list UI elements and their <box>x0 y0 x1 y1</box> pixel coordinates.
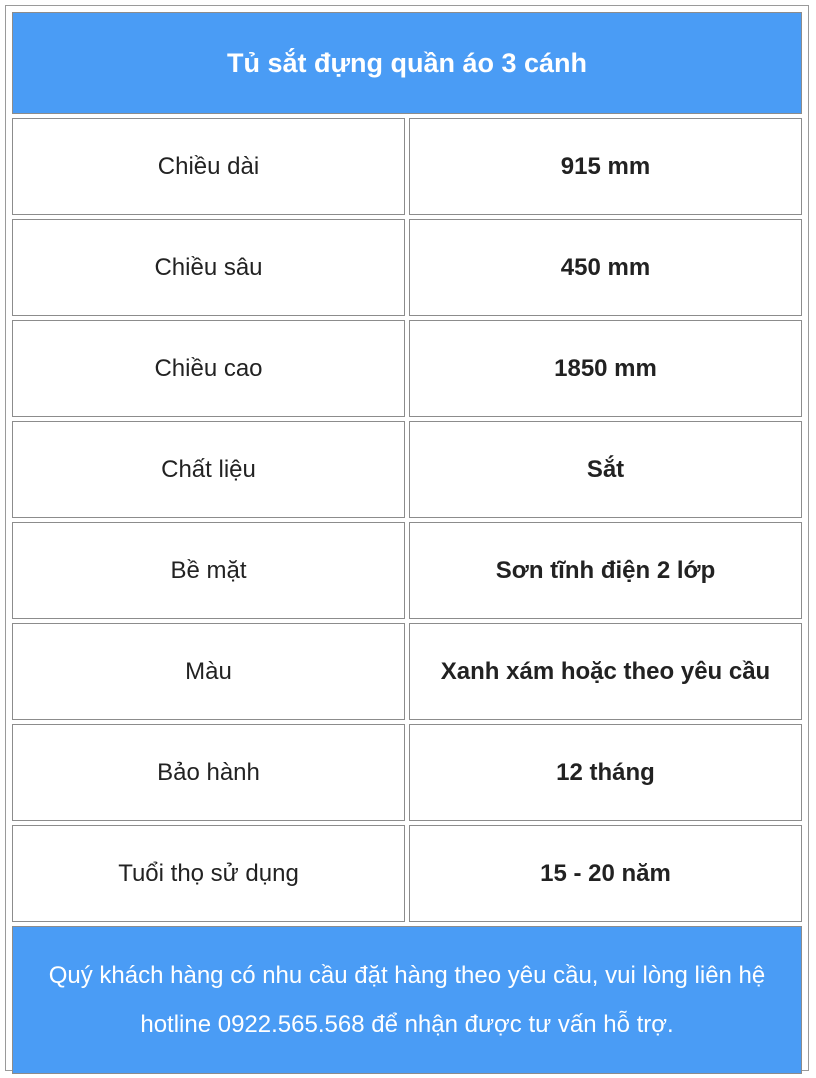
spec-value-lifespan: 15 - 20 năm <box>409 825 802 922</box>
table-row <box>12 825 802 922</box>
spec-value-depth: 450 mm <box>409 219 802 316</box>
table-row <box>12 320 802 417</box>
table-row <box>12 421 802 518</box>
spec-table-frame <box>5 5 809 1071</box>
spec-value-material: Sắt <box>409 421 802 518</box>
product-title: Tủ sắt đựng quần áo 3 cánh <box>12 12 802 114</box>
spec-label-warranty: Bảo hành <box>12 724 405 821</box>
spec-value-height: 1850 mm <box>409 320 802 417</box>
spec-label-material: Chất liệu <box>12 421 405 518</box>
table-row <box>12 118 802 215</box>
spec-label-depth: Chiều sâu <box>12 219 405 316</box>
table-row <box>12 724 802 821</box>
spec-value-length: 915 mm <box>409 118 802 215</box>
contact-note-line-1: Quý khách hàng có nhu cầu đặt hàng theo yêu cầu, vui lòng liên hệ <box>48 962 766 989</box>
table-header-row <box>12 12 802 114</box>
contact-note <box>12 926 802 1074</box>
spec-label-surface: Bề mặt <box>12 522 405 619</box>
spec-label-lifespan: Tuổi thọ sử dụng <box>12 825 405 922</box>
spec-label-length: Chiều dài <box>12 118 405 215</box>
spec-label-color: Màu <box>12 623 405 720</box>
spec-label-height: Chiều cao <box>12 320 405 417</box>
table-row <box>12 522 802 619</box>
contact-note-line-2: hotline 0922.565.568 để nhận được tư vấn hỗ trợ. <box>140 1011 674 1038</box>
spec-value-warranty: 12 tháng <box>409 724 802 821</box>
table-footer-row <box>12 926 802 1074</box>
spec-value-surface: Sơn tĩnh điện 2 lớp <box>409 522 802 619</box>
table-row <box>12 623 802 720</box>
spec-value-color: Xanh xám hoặc theo yêu cầu <box>409 623 802 720</box>
table-row <box>12 219 802 316</box>
product-spec-table <box>8 8 806 1078</box>
